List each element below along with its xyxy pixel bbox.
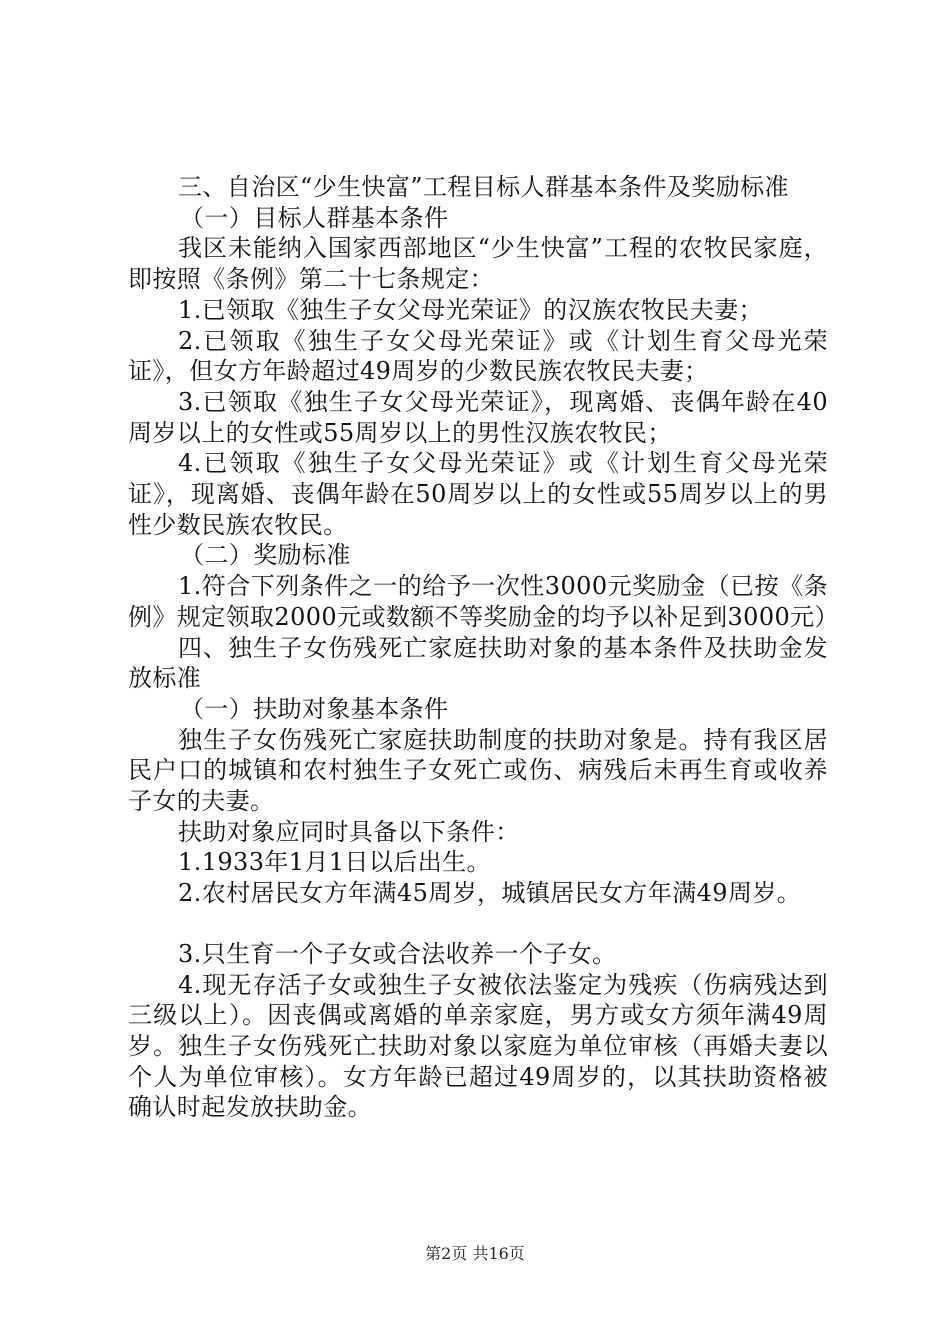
- paragraph: 扶助对象应同时具备以下条件：: [178, 817, 520, 846]
- list-item: 3.只生育一个子女或合法收养一个子女。: [178, 939, 617, 968]
- list-item: 2.农村居民女方年满45周岁，城镇居民女方年满49周岁。: [178, 879, 802, 908]
- paragraph: 独生子女伤残死亡家庭扶助制度的扶助对象是。持有我区居民户口的城镇和农村独生子女死亡或伤、病残后未再生育或收养子女的夫妻。: [128, 725, 828, 816]
- section-heading-4: 四、独生子女伤残死亡家庭扶助对象的基本条件及扶助金发放标准: [128, 633, 828, 693]
- list-item: 4.现无存活子女或独生子女被依法鉴定为残疾（伤病残达到三级以上）。因丧偶或离婚的单亲家庭，男方或女方须年满49周岁。独生子女伤残死亡扶助对象以家庭为单位审核（再婚夫妻以个人为单位审核）。女方年龄已超过49周岁的，以其扶助资格被确认时起发放扶助金。: [128, 970, 828, 1122]
- document-body: [128, 172, 839, 1123]
- paragraph: 我区未能纳入国家西部地区“少生快富”工程的农牧民家庭，即按照《条例》第二十七条规定：: [128, 234, 828, 294]
- list-item: 2.已领取《独生子女父母光荣证》或《计划生育父母光荣证》，但女方年龄超过49周岁的少数民族农牧民夫妻；: [128, 326, 828, 386]
- subsection-heading-target-conditions: （一）目标人群基本条件: [180, 203, 449, 232]
- list-item: 1.已领取《独生子女父母光荣证》的汉族农牧民夫妻；: [178, 295, 763, 324]
- list-item: 4.已领取《独生子女父母光荣证》或《计划生育父母光荣证》，现离婚、丧偶年龄在50周岁以上的女性或55周岁以上的男性少数民族农牧民。: [128, 449, 828, 539]
- subsection-heading-assistance-conditions: （一）扶助对象基本条件: [180, 694, 449, 723]
- section-heading-3: 三、自治区“少生快富”工程目标人群基本条件及奖励标准: [178, 173, 789, 201]
- subsection-heading-reward-standard: （二）奖励标准: [180, 541, 351, 570]
- list-item: 1.符合下列条件之一的给予一次性3000元奖励金（已按《条例》规定领取2000元或数额不等奖励金的均予以补足到3000元）: [128, 572, 839, 631]
- list-item: 1.1933年1月1日以后出生。: [178, 848, 491, 877]
- list-item: 3.已领取《独生子女父母光荣证》，现离婚、丧偶年龄在40周岁以上的女性或55周岁以上的男性汉族农牧民；: [128, 387, 828, 447]
- page-footer: 第2页 共16页: [425, 1244, 525, 1263]
